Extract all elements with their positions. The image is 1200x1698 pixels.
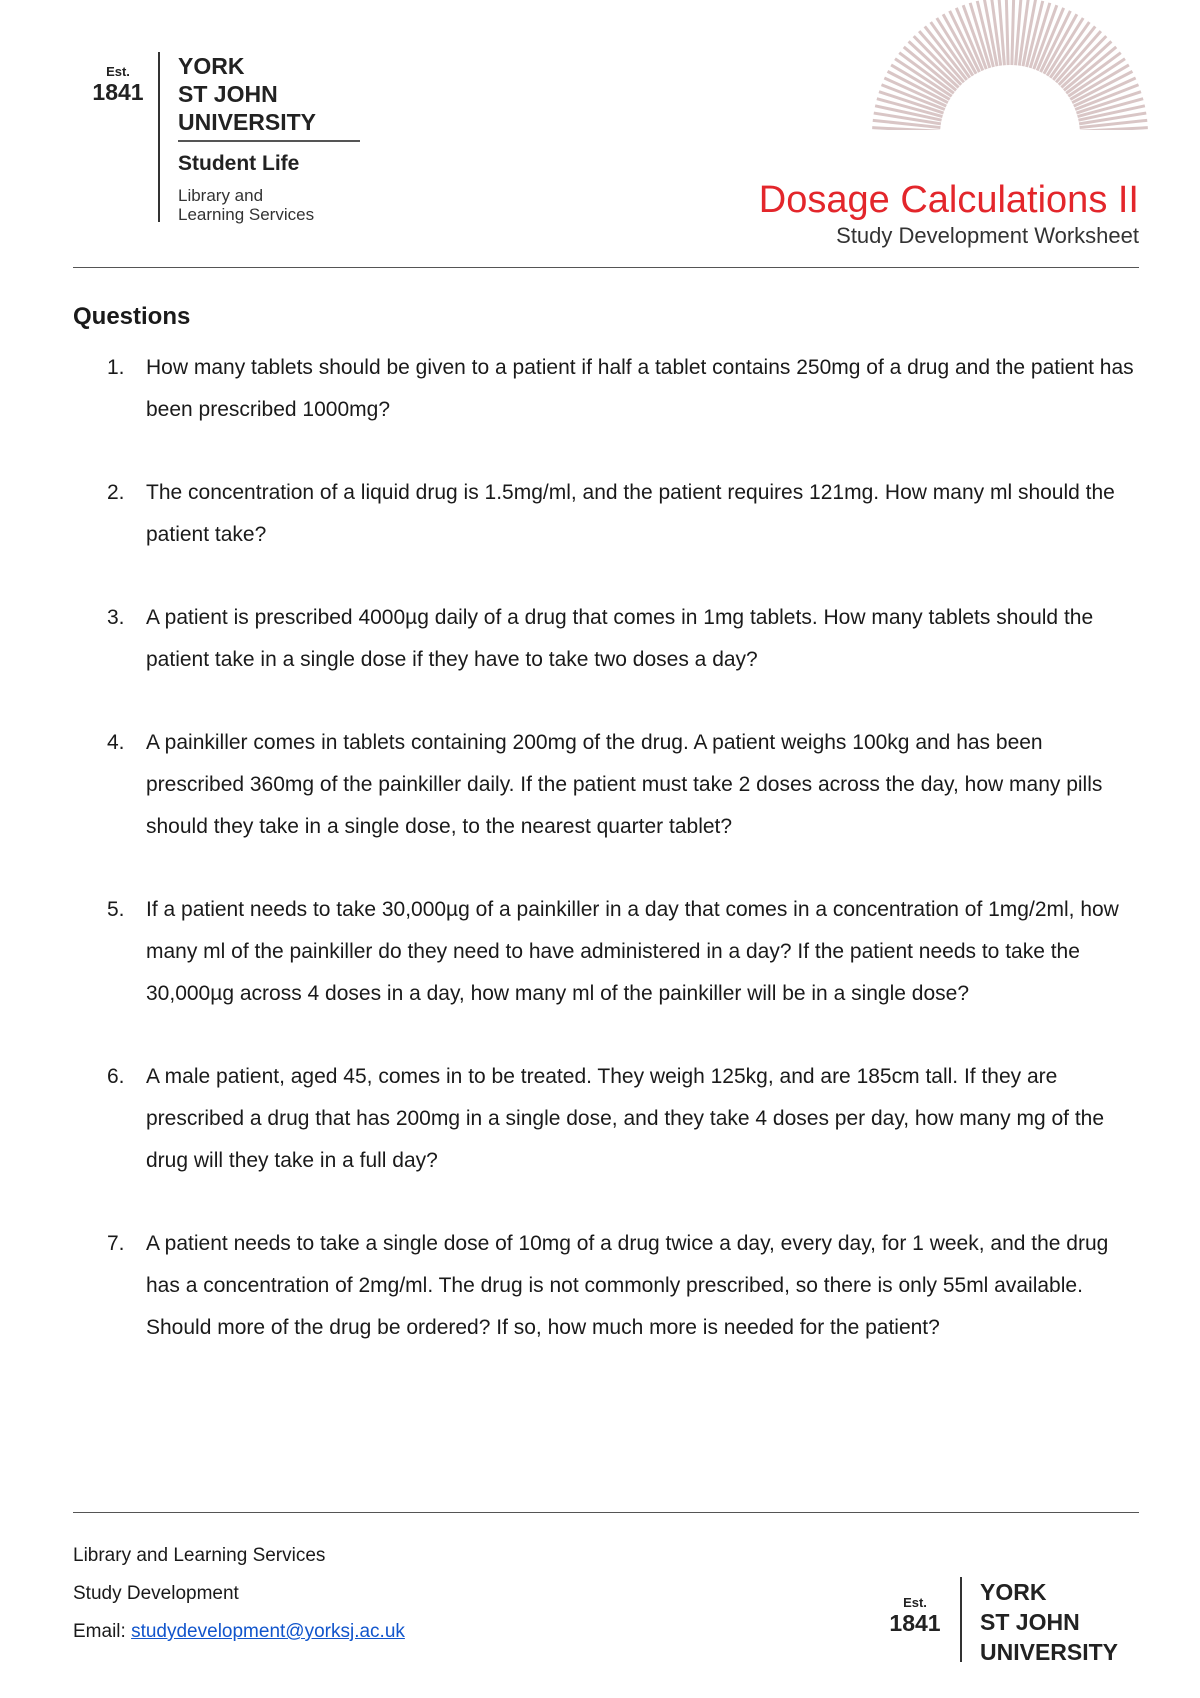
logo-divider xyxy=(960,1577,962,1662)
logo-est-block xyxy=(885,1595,945,1636)
document-title-block xyxy=(759,178,1139,250)
question-item xyxy=(73,347,1139,431)
question-text: How many tablets should be given to a patient if half a tablet contains 250mg of a drug and the patient has been prescribed 1000mg? xyxy=(146,356,1134,421)
question-item xyxy=(73,597,1139,681)
question-number: 1. xyxy=(107,356,125,379)
question-item xyxy=(73,889,1139,1015)
logo-department: Student Life xyxy=(178,152,300,175)
logo-name-line: YORK xyxy=(980,1579,1047,1605)
question-number: 2. xyxy=(107,481,125,504)
question-text: A patient is prescribed 4000µg daily of a drug that comes in 1mg tablets. How many tablets should the patient take in a single dose if they have to take two doses a day? xyxy=(146,606,1094,671)
logo-university-name xyxy=(178,52,316,136)
question-text: A male patient, aged 45, comes in to be treated. They weigh 125kg, and are 185cm tall. If they are prescribed a drug that has 200mg in a single dose, and they take 4 doses per day, how many mg of the drug will they take in a full day? xyxy=(146,1065,1105,1172)
question-item xyxy=(73,1223,1139,1349)
logo-est-block xyxy=(88,64,148,105)
logo-university-name xyxy=(980,1577,1118,1667)
question-item xyxy=(73,1056,1139,1182)
question-item xyxy=(73,472,1139,556)
document-subtitle: Study Development Worksheet xyxy=(836,223,1139,248)
question-number: 4. xyxy=(107,731,125,754)
logo-name-line: UNIVERSITY xyxy=(178,109,317,135)
logo-divider xyxy=(158,52,160,222)
logo-subunit-line: Learning Services xyxy=(178,205,315,224)
university-logo xyxy=(73,52,373,227)
footer-contact xyxy=(73,1537,405,1651)
sunburst-ray xyxy=(1012,0,1014,65)
question-text: A patient needs to take a single dose of 10mg of a drug twice a day, every day, for 1 week, and the drug has a concentration of 2mg/ml. The drug is not commonly prescribed, so there is only 55ml available. Should more of the drug be ordered? If so, how much more is needed for the patient? xyxy=(146,1232,1109,1339)
logo-est: Est. xyxy=(106,64,130,79)
question-text: If a patient needs to take 30,000µg of a painkiller in a day that comes in a concentration of 1mg/2ml, how many ml of the painkiller do they need to have administered in a day? If the patient needs to take the 30,000µg across 4 doses in a day, how many ml of the painkiller will be in a single dose? xyxy=(146,898,1119,1005)
question-number: 3. xyxy=(107,606,125,629)
logo-year: 1841 xyxy=(889,1610,941,1636)
logo-subunit xyxy=(178,186,314,224)
university-logo-footer xyxy=(885,1577,1145,1667)
header-divider xyxy=(73,267,1139,268)
sunburst-ray xyxy=(872,128,940,130)
sunburst-ray xyxy=(1080,128,1148,130)
document-title: Dosage Calculations II xyxy=(758,179,1139,221)
footer-email-line xyxy=(73,1613,405,1651)
question-number: 6. xyxy=(107,1065,125,1088)
logo-year: 1841 xyxy=(92,79,144,105)
logo-subunit-line: Library and xyxy=(178,186,264,205)
logo-name-line: ST JOHN xyxy=(980,1609,1080,1635)
logo-name-line: UNIVERSITY xyxy=(980,1639,1119,1665)
questions-heading: Questions xyxy=(73,303,191,330)
question-number: 7. xyxy=(107,1232,125,1255)
logo-rule xyxy=(178,140,360,142)
question-text: A painkiller comes in tablets containing 200mg of the drug. A patient weighs 100kg and has been prescribed 360mg of the painkiller daily. If the patient must take 2 doses across the day, how many pills should they take in a single dose, to the nearest quarter tablet? xyxy=(146,731,1103,838)
footer-service: Library and Learning Services xyxy=(73,1545,326,1566)
footer-divider xyxy=(73,1512,1139,1513)
footer-email-label: Email: xyxy=(73,1621,132,1642)
logo-est: Est. xyxy=(903,1595,927,1610)
email-link[interactable]: studydevelopment@yorksj.ac.uk xyxy=(131,1621,405,1642)
question-number: 5. xyxy=(107,898,125,921)
logo-name-line: ST JOHN xyxy=(178,81,278,107)
questions-list xyxy=(73,347,1139,1390)
sunburst-ray xyxy=(1006,0,1008,65)
question-item xyxy=(73,722,1139,848)
question-text: The concentration of a liquid drug is 1.5mg/ml, and the patient requires 121mg. How many ml should the patient take? xyxy=(146,481,1115,546)
footer-team: Study Development xyxy=(73,1583,239,1604)
logo-name-line: YORK xyxy=(178,53,245,79)
